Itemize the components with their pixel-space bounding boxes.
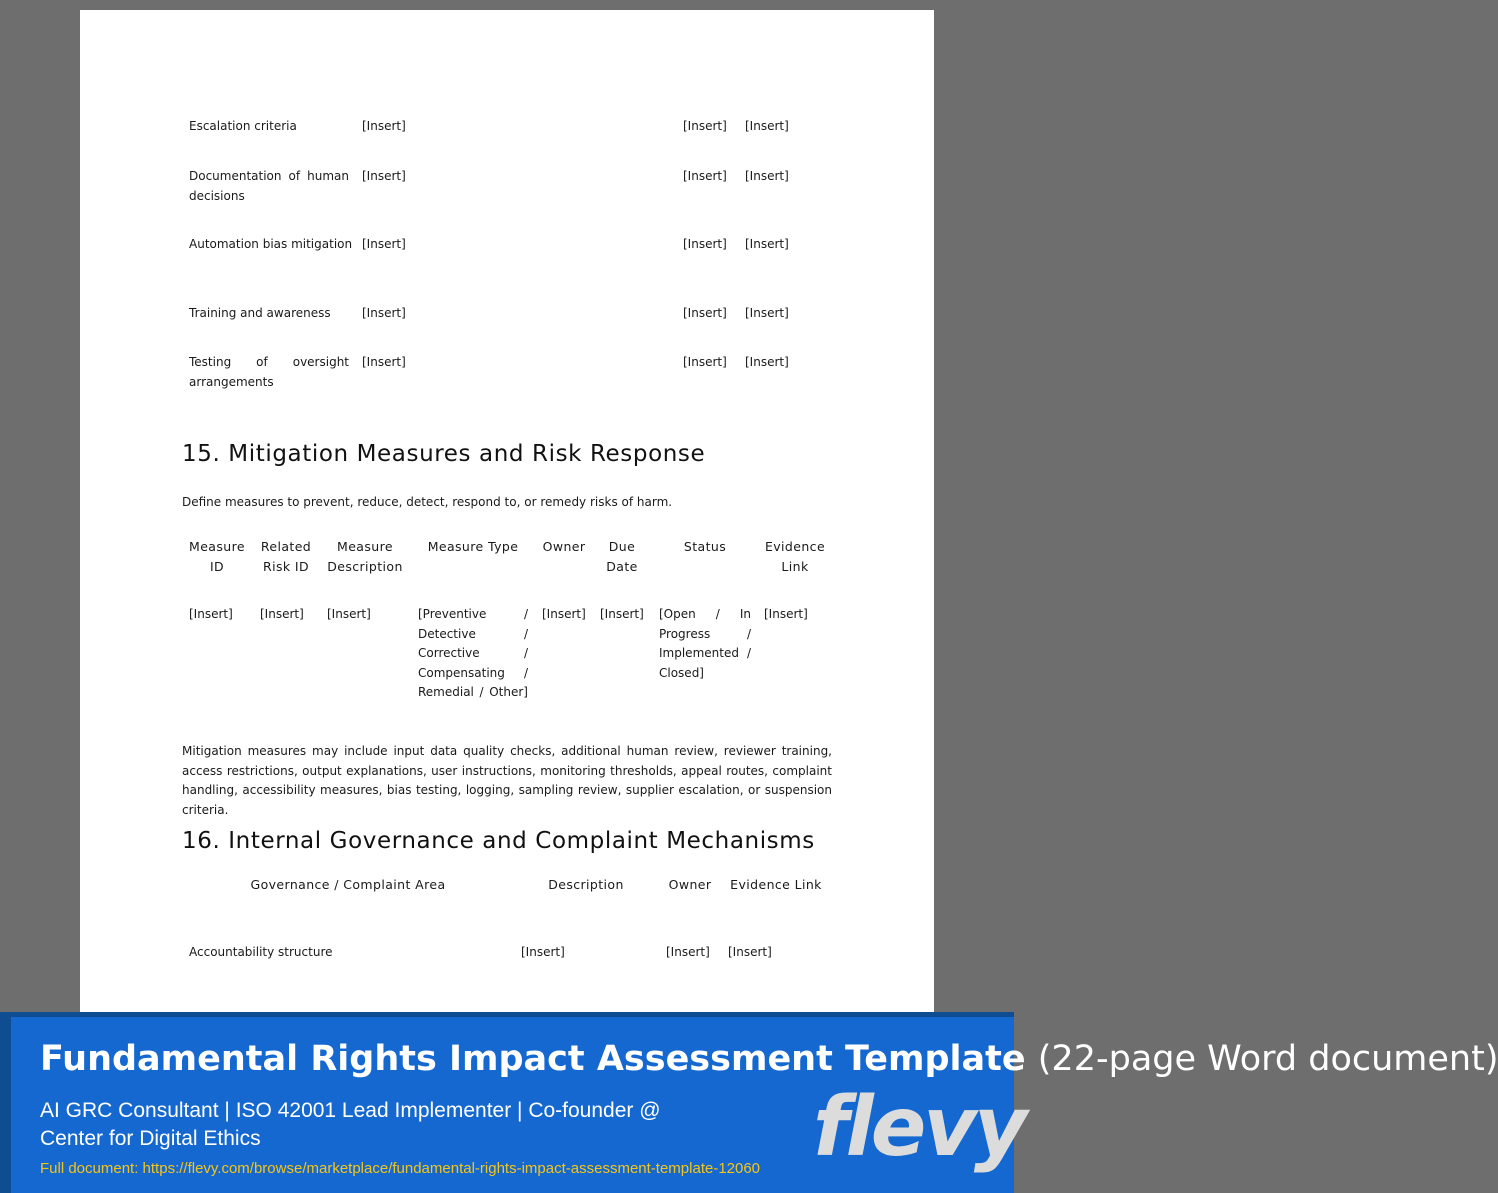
insert-cell: [Insert] [362, 237, 406, 251]
insert-cell: [Insert] [745, 169, 789, 183]
evidence-link-cell: [Insert] [728, 945, 772, 959]
column-header: Evidence Link [730, 877, 822, 892]
measure-type-cell: [Preventive / Detective / Corrective / Compensating / Remedial / Other] [418, 607, 528, 699]
column-header: Description [548, 877, 624, 892]
section-16-heading: 16. Internal Governance and Complaint Mechanisms [182, 828, 815, 854]
status-cell: [Open / In Progress / Implemented / Closed] [659, 607, 751, 680]
column-header: Related Risk ID [260, 539, 312, 574]
column-header: Measure ID [189, 539, 245, 574]
owner-cell: [Insert] [666, 945, 710, 959]
insert-cell: [Insert] [683, 169, 727, 183]
column-header: Evidence Link [764, 539, 826, 574]
insert-cell: [Insert] [683, 119, 727, 133]
insert-cell: [Insert] [745, 237, 789, 251]
column-header: Measure Description [327, 539, 403, 574]
column-header: Governance / Complaint Area [250, 877, 446, 892]
risk-id-cell: [Insert] [260, 607, 304, 621]
document-page [80, 10, 934, 1020]
column-header: Due Date [606, 539, 638, 574]
insert-cell: [Insert] [683, 355, 727, 369]
column-header: Measure Type [427, 539, 519, 554]
evidence-link-cell: [Insert] [764, 607, 808, 621]
insert-cell: [Insert] [362, 355, 406, 369]
area-cell: Automation bias mitigation [189, 237, 353, 251]
insert-cell: [Insert] [683, 306, 727, 320]
description-cell: [Insert] [521, 945, 565, 959]
area-cell: Escalation criteria [189, 119, 297, 133]
promo-banner [0, 1012, 1498, 1193]
description-cell: [Insert] [327, 607, 371, 621]
insert-cell: [Insert] [362, 119, 406, 133]
section-15-intro: Define measures to prevent, reduce, detect, respond to, or remedy risks of harm. [182, 495, 673, 509]
area-cell: Training and awareness [189, 306, 331, 320]
document-title-pages: (22-page Word document) [1037, 1039, 1498, 1079]
flevy-logo-text: flevy [813, 1080, 1025, 1175]
document-title-main: Fundamental Rights Impact Assessment Template [40, 1039, 1026, 1079]
author-description: AI GRC Consultant | ISO 42001 Lead Implementer | Co-founder @ Center for Digital Ethics [40, 1099, 661, 1150]
insert-cell: [Insert] [362, 306, 406, 320]
area-cell: Accountability structure [189, 945, 333, 959]
area-cell: Documentation of human decisions [189, 169, 349, 203]
column-header: Owner [668, 877, 712, 892]
document-title [40, 1039, 1498, 1079]
full-document-link[interactable]: Full document: https://flevy.com/browse/marketplace/fundamental-rights-impact-assessment-template-12060 [40, 1160, 761, 1177]
area-cell: Testing of oversight arrangements [189, 355, 349, 389]
promo-banner-panel [11, 1017, 1498, 1193]
owner-cell: [Insert] [542, 607, 586, 621]
insert-cell: [Insert] [745, 119, 789, 133]
flevy-logo [811, 1080, 1025, 1178]
insert-cell: [Insert] [362, 169, 406, 183]
due-date-cell: [Insert] [600, 607, 644, 621]
section-15-note: Mitigation measures may include input data quality checks, additional human review, reviewer training, access restrictions, output explanations, user instructions, monitoring thresholds, appeal routes, complaint handling, accessibility measures, bias testing, logging, sampling review, supplier escalation, or suspension criteria. [182, 744, 832, 817]
section-15-heading: 15. Mitigation Measures and Risk Response [182, 441, 706, 467]
insert-cell: [Insert] [745, 355, 789, 369]
column-header: Status [683, 539, 727, 554]
column-header: Owner [542, 539, 586, 554]
insert-cell: [Insert] [683, 237, 727, 251]
measure-id-cell: [Insert] [189, 607, 233, 621]
insert-cell: [Insert] [745, 306, 789, 320]
